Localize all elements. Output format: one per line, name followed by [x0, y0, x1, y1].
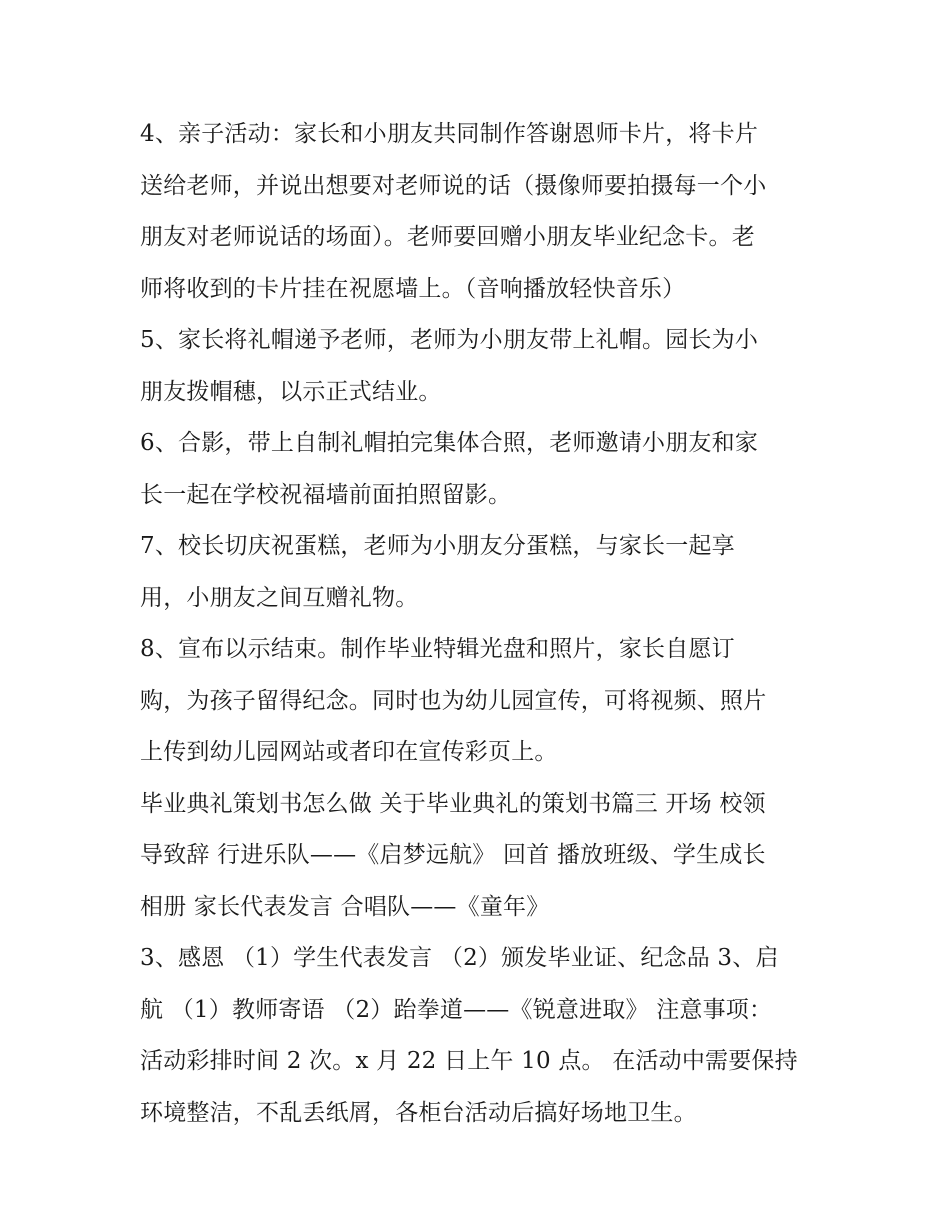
text-line: 4、亲子活动：家长和小朋友共同制作答谢恩师卡片，将卡片	[140, 121, 759, 147]
text-line: 6、合影，带上自制礼帽拍完集体合照，老师邀请小朋友和家	[140, 430, 759, 456]
text-line: 环境整洁，不乱丢纸屑，各柜台活动后搞好场地卫生。	[140, 1099, 697, 1126]
text-line: 师将收到的卡片挂在祝愿墙上。（音响播放轻快音乐）	[140, 275, 686, 302]
text-line: 3、感恩 （1）学生代表发言 （2）颁发毕业证、纪念品 3、启	[140, 945, 779, 971]
text-line: 活动彩排时间 2 次。x 月 22 日上午 10 点。 在活动中需要保持	[140, 1048, 798, 1074]
text-line: 8、宣布以示结束。制作毕业特辑光盘和照片，家长自愿订	[140, 636, 735, 662]
text-line: 朋友拨帽穗，以示正式结业。	[140, 378, 442, 405]
text-line: 相册 家长代表发言 合唱队——《童年》	[140, 893, 550, 920]
text-line: 5、家长将礼帽递予老师，老师为小朋友带上礼帽。园长为小	[140, 327, 759, 353]
document-body	[140, 109, 840, 1139]
text-line: 毕业典礼策划书怎么做 关于毕业典礼的策划书篇三 开场 校领	[140, 790, 766, 817]
text-line: 上传到幼儿园网站或者印在宣传彩页上。	[140, 739, 558, 765]
text-line: 朋友对老师说话的场面）。老师要回赠小朋友毕业纪念卡。老	[140, 224, 755, 250]
text-line: 航 （1）教师寄语 （2）跆拳道——《锐意进取》 注意事项：	[140, 996, 773, 1023]
text-line: 购，为孩子留得纪念。同时也为幼儿园宣传，可将视频、照片	[140, 687, 767, 714]
text-line: 用，小朋友之间互赠礼物。	[140, 584, 419, 611]
text-line: 送给老师，并说出想要对老师说的话（摄像师要拍摄每一个小	[140, 172, 767, 199]
text-line: 长一起在学校祝福墙前面拍照留影。	[140, 481, 512, 508]
text-line: 7、校长切庆祝蛋糕，老师为小朋友分蛋糕，与家长一起享	[140, 533, 735, 559]
text-line: 导致辞 行进乐队——《启梦远航》 回首 播放班级、学生成长	[140, 842, 766, 868]
